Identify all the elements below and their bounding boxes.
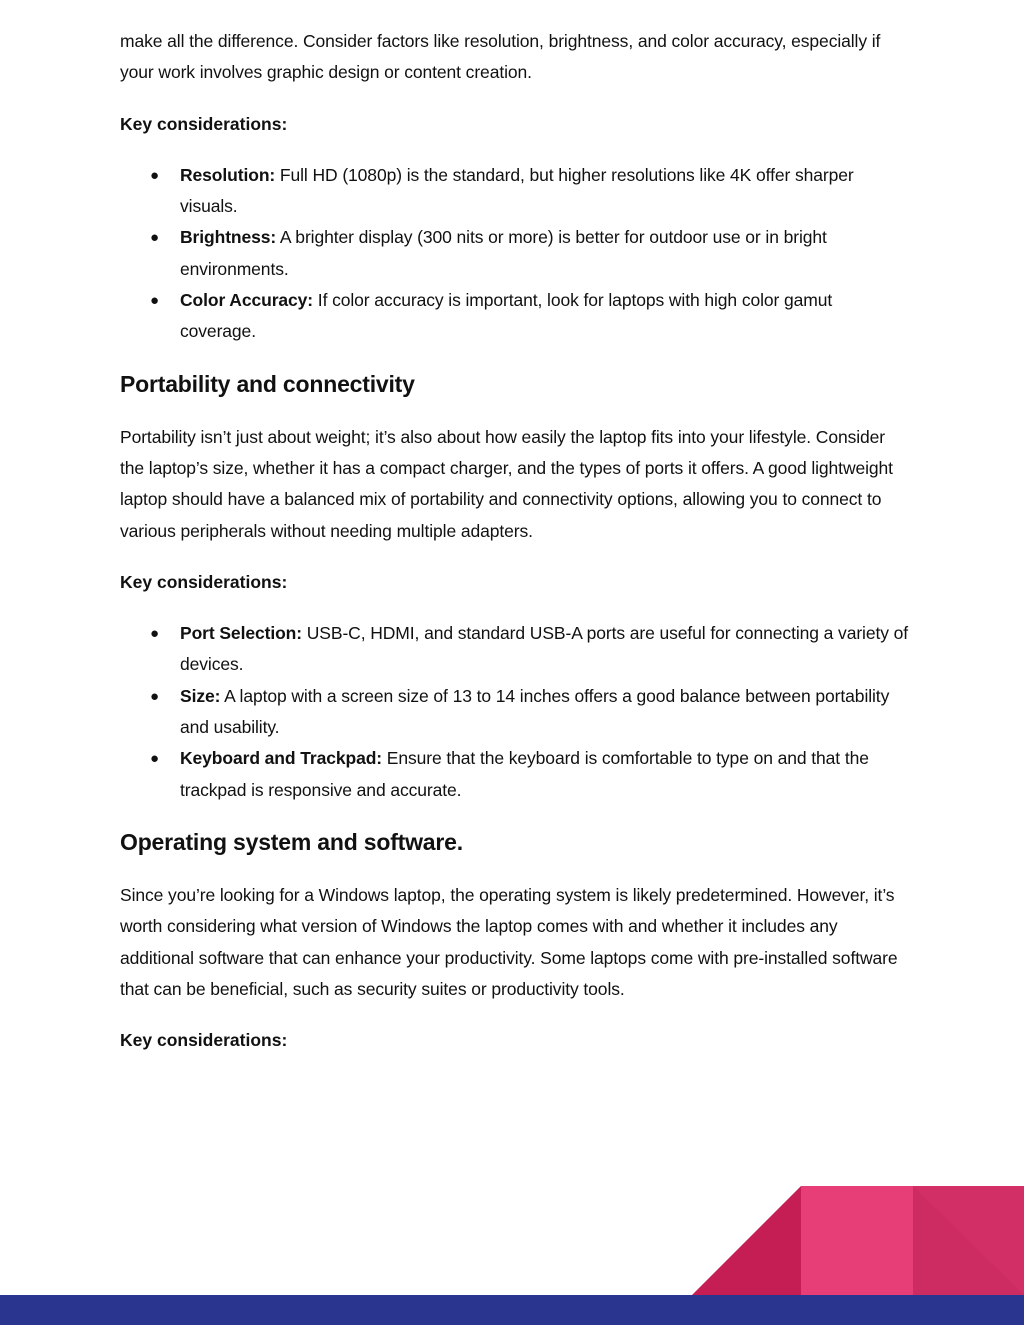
- list-item-term: Resolution:: [180, 164, 276, 185]
- list-item: [120, 285, 910, 348]
- list-item-text: If color accuracy is important, look for laptops with high color gamut coverage.: [180, 290, 833, 342]
- shadow-fold: [913, 1186, 1024, 1295]
- display-key-considerations-label: Key considerations:: [120, 113, 288, 134]
- list-item-text: USB-C, HDMI, and standard USB-A ports are useful for connecting a variety of devices.: [180, 623, 909, 675]
- intro-paragraph: make all the difference. Consider factors like resolution, brightness, and color accuracy, especially if your work involves graphic design or content creation.: [120, 31, 881, 83]
- list-item-term: Color Accuracy:: [180, 290, 314, 311]
- bullet-icon: ●: [150, 166, 159, 184]
- bullet-icon: ●: [150, 229, 159, 247]
- bullet-icon: ●: [150, 625, 159, 643]
- bullet-icon: ●: [150, 687, 159, 705]
- os-paragraph: Since you’re looking for a Windows laptop, the operating system is likely predetermined. However, it’s worth considering what version of Windows the laptop comes with and whether it includes any additional software that can enhance your productivity. Some laptops come with pre-installed software that can be beneficial, such as security suites or productivity tools.: [120, 884, 898, 999]
- list-item-text: A laptop with a screen size of 13 to 14 inches offers a good balance between portability and usability.: [180, 685, 890, 738]
- document-body: [120, 26, 910, 1076]
- bullet-icon: ●: [150, 292, 159, 310]
- list-item: [120, 222, 910, 285]
- footer-bar: [0, 1295, 1024, 1325]
- list-item-term: Brightness:: [180, 227, 277, 248]
- list-item-text: Ensure that the keyboard is comfortable to type on and that the trackpad is responsive and accurate.: [180, 748, 869, 800]
- display-considerations-list: [120, 160, 910, 348]
- pink-square: [801, 1186, 913, 1295]
- list-item-text: A brighter display (300 nits or more) is better for outdoor use or in bright environments.: [180, 227, 827, 279]
- list-item: [120, 160, 910, 223]
- list-item-term: Keyboard and Trackpad:: [180, 748, 383, 769]
- crimson-triangle: [692, 1186, 801, 1295]
- list-item-term: Size:: [180, 685, 221, 706]
- os-heading: Operating system and software.: [120, 828, 463, 855]
- portability-key-considerations-label: Key considerations:: [120, 571, 288, 592]
- list-item-text: Full HD (1080p) is the standard, but higher resolutions like 4K offer sharper visuals.: [180, 164, 854, 217]
- os-key-considerations-label: Key considerations:: [120, 1030, 288, 1051]
- list-item-term: Port Selection:: [180, 623, 302, 644]
- portability-paragraph: Portability isn’t just about weight; it’s also about how easily the laptop fits into your lifestyle. Consider the laptop’s size, whether it has a compact charger, and the types of ports it offers. A good lightweight laptop should have a balanced mix of portability and connectivity options, allowing you to connect to various peripherals without needing multiple adapters.: [120, 426, 893, 541]
- bullet-icon: ●: [150, 750, 159, 768]
- portability-heading: Portability and connectivity: [120, 370, 415, 397]
- portability-considerations-list: [120, 618, 910, 806]
- list-item: [120, 743, 910, 806]
- list-item: [120, 618, 910, 681]
- dark-pink-square: [913, 1186, 1024, 1295]
- list-item: [120, 681, 910, 744]
